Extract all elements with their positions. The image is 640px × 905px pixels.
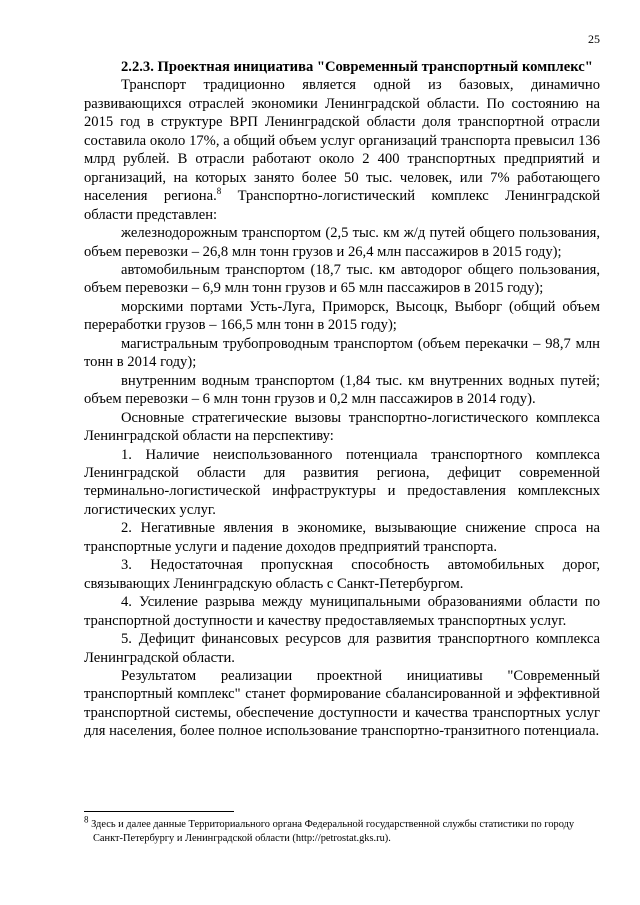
- overview-text: Транспорт традиционно является одной из базовых, динамично развивающихся отраслей экономики Ленинградской области. По состоянию на 2015 год в структуре ВРП Ленинградской области доля транспортной отрасли составила около 17%, а общий объем услуг организаций транспорта превысил 136 млрд рублей. В отрасли работают около 2 400 транспортных предприятий и организаций, на которых занято более 50 тыс. человек, или 7% работающего населения региона.: [84, 77, 600, 205]
- footnote-marker: 8: [84, 814, 89, 825]
- footnote-text-line2: Санкт-Петербургу и Ленинградской области (http://petrostat.gks.ru).: [93, 833, 391, 844]
- challenge-item-2: 2. Негативные явления в экономике, вызывающие снижение спроса на транспортные услуги и падение доходов предприятий транспорта.: [84, 520, 600, 555]
- paragraph-result: Результатом реализации проектной инициативы "Современный транспортный комплекс" станет формирование сбалансированной и эффективной транспортной системы, обеспечение доступности и качества транспортных услуг для населения, более полное использование транспортно-транзитного потенциала.: [84, 667, 600, 740]
- footnote-reference: 8: [216, 186, 222, 197]
- challenge-item-1: 1. Наличие неиспользованного потенциала транспортного комплекса Ленинградской области для развития региона, дефицит современной терминально-логистической инфраструктуры и предоставления комплексных логистических услуг.: [84, 446, 600, 518]
- list-item-road: автомобильным транспортом (18,7 тыс. км автодорог общего пользования, объем перевозки – 6,9 млн тонн грузов и 65 млн пассажиров в 2015 году);: [84, 261, 600, 297]
- footnote-separator: [84, 811, 234, 812]
- document-body: [84, 58, 600, 741]
- list-item-inland-water: внутренним водным транспортом (1,84 тыс. км внутренних водных путей; объем перевозки – 6 млн тонн грузов и 0,2 млн пассажиров в 2014 году).: [84, 372, 600, 408]
- list-item-pipeline: магистральным трубопроводным транспортом (объем перекачки – 98,7 млн тонн в 2014 году);: [84, 335, 600, 371]
- challenge-item-3: 3. Недостаточная пропускная способность автомобильных дорог, связывающих Ленинградскую область с Санкт-Петербургом.: [84, 557, 600, 592]
- paragraph-challenges-intro: Основные стратегические вызовы транспортно-логистического комплекса Ленинградской области на перспективу:: [84, 409, 600, 445]
- list-item-sea-ports: морскими портами Усть-Луга, Приморск, Высоцк, Выборг (общий объем переработки грузов – 166,5 млн тонн в 2015 году);: [84, 298, 600, 334]
- paragraph-transport-overview: [84, 76, 600, 224]
- page-number: 25: [588, 32, 600, 46]
- footnote: [84, 814, 600, 846]
- overview-text-continued: Транспортно-логистический комплекс Ленинградской области представлен:: [84, 188, 600, 223]
- footnote-text-line1: Здесь и далее данные Территориального органа Федеральной государственной службы статистики по городу: [88, 819, 575, 830]
- challenge-item-5: 5. Дефицит финансовых ресурсов для развития транспортного комплекса Ленинградской области.: [84, 631, 600, 666]
- list-item-rail: железнодорожным транспортом (2,5 тыс. км ж/д путей общего пользования, объем перевозки – 26,8 млн тонн грузов и 26,4 млн пассажиров в 2015 году);: [84, 225, 600, 260]
- section-heading: 2.2.3. Проектная инициатива "Современный транспортный комплекс": [121, 59, 593, 75]
- challenge-item-4: 4. Усиление разрыва между муниципальными образованиями области по транспортной доступности и качеству предоставляемых транспортных услуг.: [84, 594, 600, 629]
